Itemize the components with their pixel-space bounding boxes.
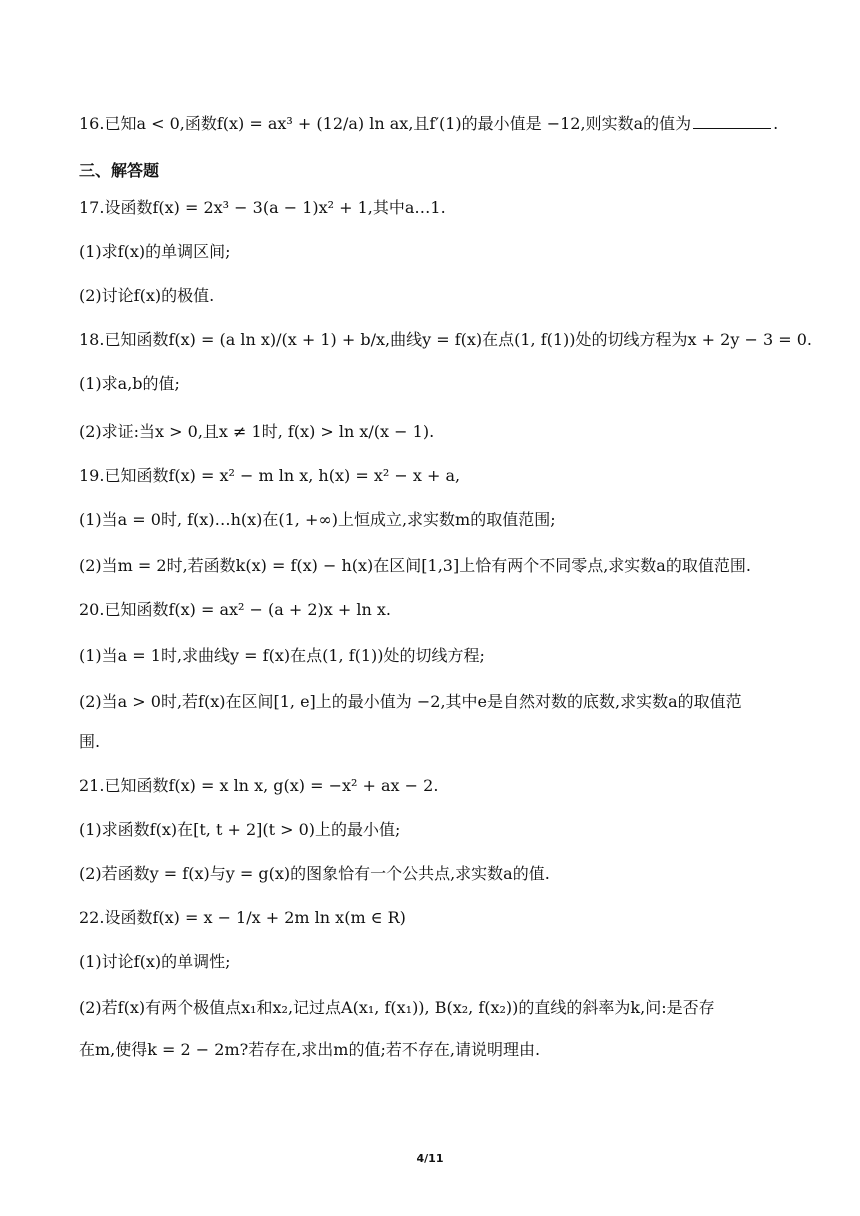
problem-20-part-2-cont: 围. — [79, 732, 101, 751]
problem-18-part-1: (1)求a,b的值; — [79, 374, 180, 393]
problem-17-part-2: (2)讨论f(x)的极值. — [79, 286, 215, 305]
problem-18-part-2: (2)求证:当x > 0,且x ≠ 1时, f(x) > ln x/(x − 1). — [79, 422, 435, 441]
problem-22-part-2-cont: 在m,使得k = 2 − 2m?若存在,求出m的值;若不存在,请说明理由. — [79, 1040, 541, 1059]
problem-16: 16.已知a < 0,函数f(x) = ax³ + (12/a) ln ax,且f′(1)的最小值是 −12,则实数a的值为 . — [79, 114, 779, 133]
problem-17-part-1: (1)求f(x)的单调区间; — [79, 242, 231, 261]
problem-20-part-1: (1)当a = 1时,求曲线y = f(x)在点(1, f(1))处的切线方程; — [79, 646, 485, 665]
problem-21-part-1: (1)求函数f(x)在[t, t + 2](t > 0)上的最小值; — [79, 820, 401, 839]
problem-22-part-2: (2)若f(x)有两个极值点x₁和x₂,记过点A(x₁, f(x₁)), B(x₂, f(x₂))的直线的斜率为k,问:是否存 — [79, 998, 715, 1017]
problem-21-part-2: (2)若函数y = f(x)与y = g(x)的图象恰有一个公共点,求实数a的值. — [79, 864, 550, 883]
problem-22-part-1: (1)讨论f(x)的单调性; — [79, 952, 231, 971]
section-title: 三、解答题 — [79, 161, 160, 180]
problem-22: 22.设函数f(x) = x − 1/x + 2m ln x(m ∈ R) — [79, 908, 406, 927]
problem-19-part-1: (1)当a = 0时, f(x)…h(x)在(1, +∞)上恒成立,求实数m的取值范围; — [79, 510, 556, 529]
page-number: 4/11 — [416, 1152, 444, 1165]
problem-19-part-2: (2)当m = 2时,若函数k(x) = f(x) − h(x)在区间[1,3]上恰有两个不同零点,求实数a的取值范围. — [79, 556, 751, 575]
problem-20: 20.已知函数f(x) = ax² − (a + 2)x + ln x. — [79, 600, 392, 619]
problem-17: 17.设函数f(x) = 2x³ − 3(a − 1)x² + 1,其中a…1. — [79, 198, 446, 217]
problem-21: 21.已知函数f(x) = x ln x, g(x) = −x² + ax − 2. — [79, 776, 439, 795]
problem-19: 19.已知函数f(x) = x² − m ln x, h(x) = x² − x + a, — [79, 466, 461, 485]
answer-blank — [693, 112, 771, 129]
problem-20-part-2: (2)当a > 0时,若f(x)在区间[1, e]上的最小值为 −2,其中e是自然对数的底数,求实数a的取值范 — [79, 692, 742, 711]
problem-18: 18.已知函数f(x) = (a ln x)/(x + 1) + b/x,曲线y = f(x)在点(1, f(1))处的切线方程为x + 2y − 3 = 0. — [79, 330, 812, 349]
